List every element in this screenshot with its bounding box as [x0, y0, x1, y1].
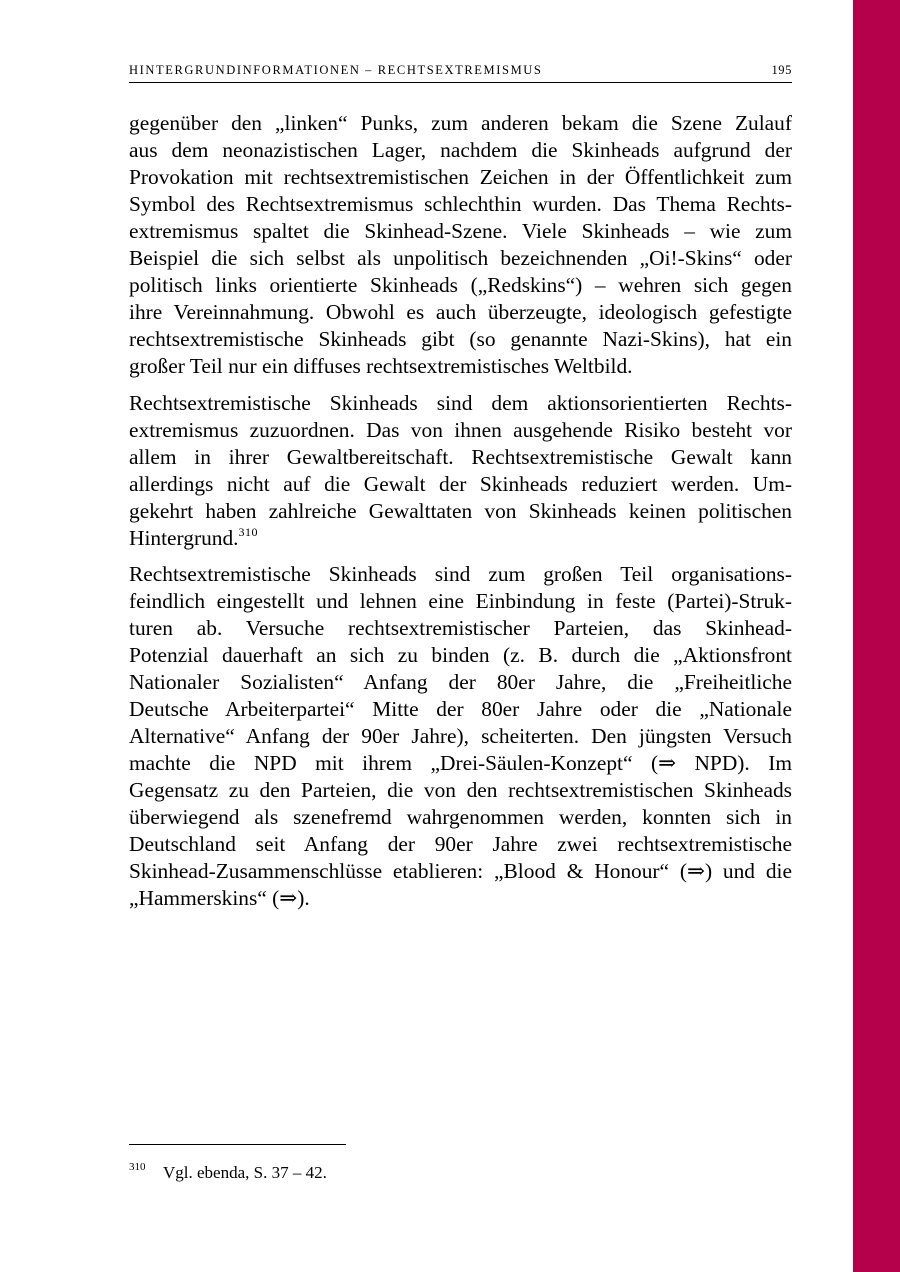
paragraph-2: [129, 390, 792, 552]
text-line: extremismus zuzuordnen. Das von ihnen ausgehende Risiko besteht vor: [129, 417, 792, 442]
footnote-divider: [129, 1144, 346, 1145]
body-text: [129, 110, 792, 922]
text-line: Skinhead-Zusammenschlüsse etablieren: „Blood & Honour“ (⇒) und die: [129, 859, 792, 883]
text-line: Provokation mit rechtsextremistischen Zeichen in der Öffentlichkeit zum: [129, 165, 792, 189]
text-line: Rechtsextremistische Skinheads sind dem aktionsorientierten Rechts-: [129, 390, 792, 415]
text-line: Nationaler Sozialisten“ Anfang der 80er Jahre, die „Freiheitliche: [129, 670, 792, 694]
text-line: turen ab. Versuche rechtsextremistischer Parteien, das Skinhead-: [129, 616, 792, 640]
text-line: Rechtsextremistische Skinheads sind zum großen Teil organisations-: [129, 562, 792, 586]
text-line: politisch links orientierte Skinheads („Redskins“) – wehren sich gegen: [129, 273, 792, 297]
side-color-bar: [853, 0, 900, 1272]
text-line: extremismus spaltet die Skinhead-Szene. Viele Skinheads – wie zum: [129, 219, 792, 243]
text-line: Beispiel die sich selbst als unpolitisch bezeichnenden „Oi!-Skins“ oder: [129, 246, 792, 270]
running-header: [129, 62, 792, 83]
text-line: Gegensatz zu den Parteien, die von den rechtsextremistischen Skinheads: [129, 778, 792, 802]
text-line: großer Teil nur ein diffuses rechtsextremistisches Weltbild.: [129, 354, 633, 378]
text-line: ihre Vereinnahmung. Obwohl es auch überzeugte, ideologisch gefestigte: [129, 300, 792, 324]
text-line: aus dem neonazistischen Lager, nachdem die Skinheads aufgrund der: [129, 138, 792, 162]
text-line: machte die NPD mit ihrem „Drei-Säulen-Konzept“ (⇒ NPD). Im: [129, 751, 792, 775]
text-line: Symbol des Rechtsextremismus schlechthin wurden. Das Thema Rechts-: [129, 192, 792, 216]
text-line: „Hammerskins“ (⇒).: [129, 886, 310, 910]
text-line: allerdings nicht auf die Gewalt der Skinheads reduziert werden. Um-: [129, 471, 792, 496]
text-line: gekehrt haben zahlreiche Gewalttaten von Skinheads keinen politischen: [129, 498, 792, 523]
text-line: Deutschland seit Anfang der 90er Jahre zwei rechtsextremistische: [129, 832, 792, 856]
text-line: rechtsextremistische Skinheads gibt (so genannte Nazi-Skins), hat ein: [129, 327, 792, 351]
text-line: [129, 525, 792, 552]
text-line: feindlich eingestellt und lehnen eine Einbindung in feste (Partei)-Struk-: [129, 589, 792, 613]
paragraph-1: [129, 110, 792, 380]
text-line: Alternative“ Anfang der 90er Jahre), scheiterten. Den jüngsten Versuch: [129, 724, 792, 748]
page-number: 195: [771, 63, 792, 77]
text-line: überwiegend als szenefremd wahrgenommen werden, konnten sich in: [129, 805, 792, 829]
footnote: 310 Vgl. ebenda, S. 37 – 42.: [129, 1161, 327, 1182]
text-line: gegenüber den „linken“ Punks, zum anderen bekam die Szene Zulauf: [129, 111, 792, 135]
footnote-text: Vgl. ebenda, S. 37 – 42.: [163, 1163, 327, 1182]
text-line: Potenzial dauerhaft an sich zu binden (z. B. durch die „Aktionsfront: [129, 643, 792, 667]
paragraph-3: [129, 561, 792, 912]
text-line: Deutsche Arbeiterpartei“ Mitte der 80er Jahre oder die „Nationale: [129, 697, 792, 721]
text-line-content: Hintergrund.: [129, 525, 239, 550]
text-line: allem in ihrer Gewaltbereitschaft. Rechtsextremistische Gewalt kann: [129, 444, 792, 469]
footnote-reference[interactable]: 310: [238, 524, 259, 539]
running-header-title: HINTERGRUNDINFORMATIONEN – RECHTSEXTREMISMUS: [129, 63, 543, 77]
